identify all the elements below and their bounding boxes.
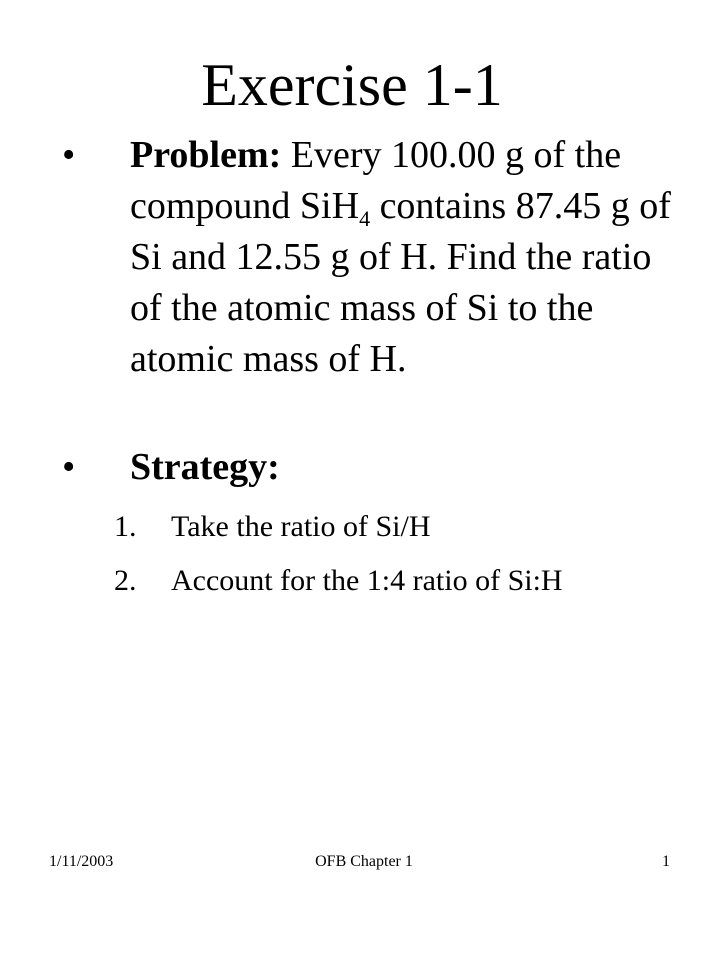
footer-chapter: OFB Chapter 1 [315,853,413,870]
step-text: Take the ratio of Si/H [171,510,431,543]
footer-page-number: 1 [662,853,670,870]
footer-date: 1/11/2003 [49,853,114,870]
step-text: Account for the 1:4 ratio of Si:H [171,564,563,597]
footer-center [0,852,720,872]
strategy-label: Strategy: [130,446,280,488]
problem-label: Problem: [130,134,282,176]
step-number: 1. [114,510,137,543]
bullet-marker: • [62,134,76,176]
slide-title [0,50,720,120]
step-number: 2. [114,564,137,597]
problem-text-post: contains 87.45 g of Si and 12.55 g of H. Find the ratio of the atomic mass of Si to the atomic mass of H. [130,185,671,380]
problem-text [130,130,690,385]
subscript-4: 4 [359,206,371,231]
problem-text-pre: Every 100.00 g of the compound SiH [130,134,622,227]
bullet-marker: • [62,446,76,488]
strategy-text [130,442,690,493]
slide-title-text: Exercise 1-1 [201,52,503,118]
